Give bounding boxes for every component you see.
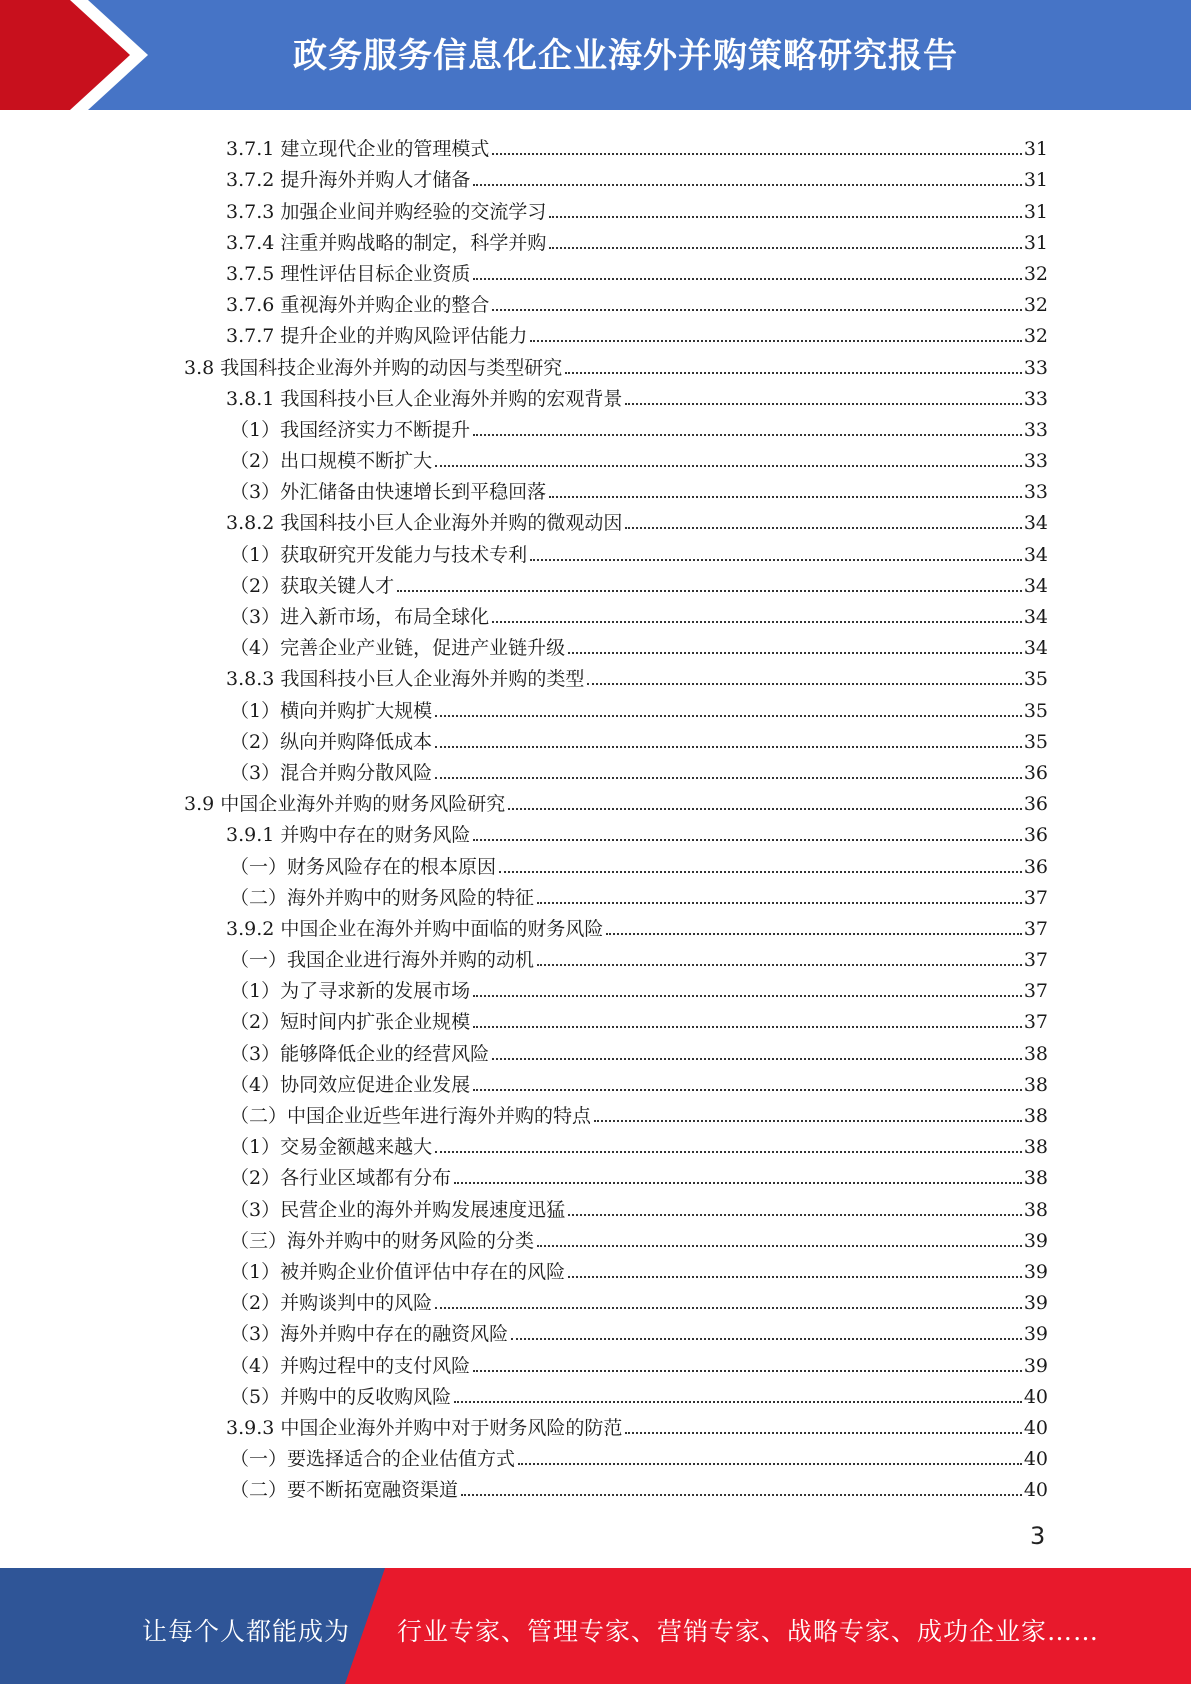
toc-entry-title: （3）外汇储备由快速增长到平稳回落 [230, 481, 547, 504]
toc-entry-title: （1）我国经济实力不断提升 [230, 418, 471, 441]
toc-entry[interactable] [180, 190, 1048, 221]
toc-entry-page: 40 [1023, 1448, 1048, 1471]
toc-entry-page: 39 [1023, 1354, 1048, 1377]
toc-entry-page: 31 [1023, 200, 1048, 223]
toc-dot-leader [549, 247, 1021, 249]
toc-entry[interactable] [180, 939, 1048, 970]
toc-dot-leader [473, 1370, 1022, 1372]
page-number: 3 [1030, 1522, 1046, 1550]
toc-entry-page: 34 [1023, 512, 1048, 535]
toc-entry[interactable] [180, 1001, 1048, 1032]
toc-entry[interactable] [180, 253, 1048, 284]
toc-entry-title: （2）出口规模不断扩大 [230, 450, 433, 473]
toc-entry[interactable] [180, 533, 1048, 564]
toc-dot-leader [492, 621, 1022, 623]
toc-entry-page: 34 [1023, 543, 1048, 566]
toc-entry[interactable] [180, 783, 1048, 814]
document-title: 政务服务信息化企业海外并购策略研究报告 [293, 36, 958, 76]
toc-entry-title: （5）并购中的反收购风险 [230, 1385, 452, 1408]
toc-entry-title: （4）协同效应促进企业发展 [230, 1073, 471, 1096]
toc-entry[interactable] [180, 471, 1048, 502]
toc-entry-title: （4）完善企业产业链，促进产业链升级 [230, 637, 566, 660]
toc-entry[interactable] [180, 908, 1048, 939]
toc-dot-leader [473, 434, 1022, 436]
toc-entry-title: （4）并购过程中的支付风险 [230, 1354, 471, 1377]
page-header [0, 0, 1191, 110]
toc-entry-page: 37 [1023, 886, 1048, 909]
toc-dot-leader [454, 1401, 1022, 1403]
toc-entry-page: 37 [1023, 980, 1048, 1003]
toc-dot-leader [397, 590, 1022, 592]
toc-entry[interactable] [180, 658, 1048, 689]
toc-entry-page: 39 [1023, 1292, 1048, 1315]
toc-entry-page: 34 [1023, 637, 1048, 660]
toc-entry-title: （2）获取关键人才 [230, 574, 395, 597]
toc-dot-leader [473, 184, 1021, 186]
toc-entry-title: （二）海外并购中的财务风险的特征 [230, 886, 535, 909]
toc-entry-page: 39 [1023, 1260, 1048, 1283]
toc-dot-leader [537, 1245, 1022, 1247]
footer-slogan-left: 让每个人都能成为 [142, 1617, 351, 1646]
toc-dot-leader [568, 1214, 1022, 1216]
toc-entry-title: 3.8.3 我国科技小巨人企业海外并购的类型 [226, 668, 585, 691]
toc-entry-title: （1）为了寻求新的发展市场 [230, 980, 471, 1003]
toc-entry-title: （3）海外并购中存在的融资风险 [230, 1323, 509, 1346]
toc-dot-leader [473, 1089, 1022, 1091]
toc-dot-leader [473, 278, 1021, 280]
toc-entry-title: 3.7.5 理性评估目标企业资质 [226, 262, 471, 285]
toc-entry[interactable] [180, 1282, 1048, 1313]
toc-entry-page: 36 [1023, 761, 1048, 784]
toc-entry-title: （2）各行业区域都有分布 [230, 1167, 452, 1190]
toc-entry[interactable] [180, 814, 1048, 845]
toc-entry-title: （二）要不断拓宽融资渠道 [230, 1479, 459, 1502]
toc-entry-page: 37 [1023, 949, 1048, 972]
toc-entry-title: （一）要选择适合的企业估值方式 [230, 1448, 516, 1471]
toc-entry-title: （2）短时间内扩张企业规模 [230, 1011, 471, 1034]
toc-entry[interactable] [180, 315, 1048, 346]
toc-entry-title: 3.8 我国科技企业海外并购的动因与类型研究 [184, 356, 563, 379]
toc-entry-title: 3.7.4 注重并购战略的制定，科学并购 [226, 231, 547, 254]
toc-entry[interactable] [180, 222, 1048, 253]
toc-dot-leader [435, 1307, 1022, 1309]
footer-slogan-right: 行业专家、管理专家、营销专家、战略专家、成功企业家…… [397, 1617, 1100, 1646]
toc-entry-page: 37 [1023, 917, 1048, 940]
toc-dot-leader [568, 652, 1022, 654]
toc-entry-title: 3.8.1 我国科技小巨人企业海外并购的宏观背景 [226, 387, 623, 410]
toc-entry[interactable] [180, 1313, 1048, 1344]
toc-entry[interactable] [180, 1064, 1048, 1095]
toc-entry[interactable] [180, 1376, 1048, 1407]
toc-dot-leader [454, 1182, 1022, 1184]
toc-dot-leader [492, 309, 1021, 311]
toc-entry[interactable] [180, 409, 1048, 440]
toc-entry-page: 38 [1023, 1105, 1048, 1127]
toc-entry[interactable] [180, 378, 1048, 409]
toc-entry[interactable] [180, 440, 1048, 471]
toc-dot-leader [568, 1276, 1022, 1278]
toc-entry-page: 37 [1023, 1011, 1048, 1034]
toc-entry-page: 32 [1023, 325, 1048, 348]
toc-entry-page: 33 [1023, 418, 1048, 441]
toc-entry[interactable] [180, 346, 1048, 377]
toc-dot-leader [499, 871, 1022, 873]
toc-dot-leader [473, 839, 1021, 841]
toc-entry[interactable] [180, 752, 1048, 783]
toc-entry-page: 33 [1023, 387, 1048, 410]
toc-entry-title: （三）海外并购中的财务风险的分类 [230, 1229, 535, 1252]
toc-entry-page: 38 [1023, 1136, 1048, 1159]
toc-dot-leader [435, 777, 1022, 779]
toc-entry-title: 3.8.2 我国科技小巨人企业海外并购的微观动因 [226, 512, 623, 535]
toc-dot-leader [606, 933, 1021, 935]
toc-dot-leader [625, 403, 1021, 405]
toc-entry[interactable] [180, 1032, 1048, 1063]
toc-entry[interactable] [180, 502, 1048, 533]
toc-entry-page: 40 [1023, 1479, 1048, 1502]
toc-entry-page: 34 [1023, 606, 1048, 628]
toc-dot-leader [549, 216, 1021, 218]
toc-dot-leader [435, 715, 1022, 717]
toc-entry-title: （一）财务风险存在的根本原因 [230, 855, 497, 878]
toc-dot-leader [473, 1026, 1022, 1028]
toc-entry-page: 36 [1023, 793, 1048, 816]
toc-entry[interactable] [180, 1157, 1048, 1188]
toc-dot-leader [537, 902, 1022, 904]
toc-entry[interactable] [180, 284, 1048, 315]
toc-entry-page: 40 [1023, 1385, 1048, 1408]
toc-entry-page: 35 [1023, 668, 1048, 691]
toc-entry-page: 35 [1023, 699, 1048, 722]
toc-entry-title: （1）被并购企业价值评估中存在的风险 [230, 1260, 566, 1283]
toc-entry-title: 3.7.3 加强企业间并购经验的交流学习 [226, 200, 547, 223]
toc-entry[interactable] [180, 1126, 1048, 1157]
toc-entry-title: （3）能够降低企业的经营风险 [230, 1042, 490, 1065]
toc-entry-title: 3.7.6 重视海外并购企业的整合 [226, 294, 490, 317]
toc-entry-title: （2）并购谈判中的风险 [230, 1292, 433, 1315]
toc-entry-page: 39 [1023, 1323, 1048, 1346]
toc-entry[interactable] [180, 596, 1048, 627]
toc-entry-page: 35 [1023, 730, 1048, 753]
toc-dot-leader [492, 153, 1021, 155]
toc-entry-title: （3）民营企业的海外并购发展速度迅猛 [230, 1198, 566, 1221]
toc-entry-page: 38 [1023, 1042, 1048, 1065]
toc-entry[interactable] [180, 159, 1048, 190]
toc-entry[interactable] [180, 1438, 1048, 1469]
toc-entry-title: 3.9 中国企业海外并购的财务风险研究 [184, 793, 506, 816]
toc-dot-leader [625, 1432, 1021, 1434]
toc-entry[interactable] [180, 128, 1048, 159]
toc-entry-title: （3）进入新市场，布局全球化 [230, 606, 490, 628]
toc-entry-title: 3.9.2 中国企业在海外并购中面临的财务风险 [226, 917, 604, 940]
toc-entry-page: 32 [1023, 262, 1048, 285]
toc-entry-title: （2）纵向并购降低成本 [230, 730, 433, 753]
toc-entry-page: 40 [1023, 1416, 1048, 1439]
toc-dot-leader [461, 1494, 1022, 1496]
toc-dot-leader [518, 1463, 1022, 1465]
toc-entry-page: 39 [1023, 1229, 1048, 1252]
toc-entry[interactable] [180, 1220, 1048, 1251]
toc-entry-page: 38 [1023, 1073, 1048, 1096]
toc-dot-leader [435, 465, 1022, 467]
toc-entry-page: 31 [1023, 169, 1048, 192]
table-of-contents [180, 128, 1048, 1500]
toc-entry-page: 33 [1023, 481, 1048, 504]
toc-entry[interactable] [180, 970, 1048, 1001]
toc-dot-leader [549, 496, 1022, 498]
toc-dot-leader [587, 683, 1021, 685]
toc-entry-title: 3.7.7 提升企业的并购风险评估能力 [226, 325, 528, 348]
toc-entry[interactable] [180, 1095, 1048, 1126]
toc-dot-leader [530, 340, 1021, 342]
toc-entry-page: 38 [1023, 1198, 1048, 1221]
toc-entry-title: （1）横向并购扩大规模 [230, 699, 433, 722]
toc-entry[interactable] [180, 1344, 1048, 1375]
toc-entry-title: （二）中国企业近些年进行海外并购的特点 [230, 1105, 592, 1127]
toc-dot-leader [594, 1120, 1022, 1122]
toc-entry[interactable] [180, 1469, 1048, 1500]
toc-dot-leader [492, 1058, 1022, 1060]
toc-entry[interactable] [180, 627, 1048, 658]
toc-entry[interactable] [180, 877, 1048, 908]
toc-entry[interactable] [180, 1251, 1048, 1282]
toc-entry-title: （3）混合并购分散风险 [230, 761, 433, 784]
toc-entry[interactable] [180, 845, 1048, 876]
toc-entry[interactable] [180, 689, 1048, 720]
toc-dot-leader [435, 1151, 1022, 1153]
toc-entry[interactable] [180, 565, 1048, 596]
toc-entry-title: 3.7.1 建立现代企业的管理模式 [226, 138, 490, 161]
toc-entry[interactable] [180, 721, 1048, 752]
toc-entry-page: 32 [1023, 294, 1048, 317]
toc-dot-leader [508, 808, 1022, 810]
toc-entry[interactable] [180, 1188, 1048, 1219]
toc-entry-title: 3.9.1 并购中存在的财务风险 [226, 824, 471, 847]
toc-entry-page: 34 [1023, 574, 1048, 597]
toc-dot-leader [537, 964, 1022, 966]
toc-entry-page: 36 [1023, 824, 1048, 847]
toc-entry-page: 38 [1023, 1167, 1048, 1190]
toc-entry-page: 31 [1023, 231, 1048, 254]
toc-entry-page: 31 [1023, 138, 1048, 161]
toc-dot-leader [625, 527, 1021, 529]
toc-dot-leader [511, 1338, 1022, 1340]
toc-entry-title: （一）我国企业进行海外并购的动机 [230, 949, 535, 972]
toc-dot-leader [473, 995, 1022, 997]
toc-entry-title: 3.7.2 提升海外并购人才储备 [226, 169, 471, 192]
toc-dot-leader [565, 372, 1022, 374]
toc-dot-leader [435, 746, 1022, 748]
toc-entry-page: 33 [1023, 356, 1048, 379]
toc-entry[interactable] [180, 1407, 1048, 1438]
toc-dot-leader [530, 559, 1022, 561]
page-footer [0, 1568, 1191, 1684]
toc-entry-title: 3.9.3 中国企业海外并购中对于财务风险的防范 [226, 1416, 623, 1439]
toc-entry-title: （1）获取研究开发能力与技术专利 [230, 543, 528, 566]
toc-entry-page: 33 [1023, 450, 1048, 473]
toc-entry-page: 36 [1023, 855, 1048, 878]
toc-entry-title: （1）交易金额越来越大 [230, 1136, 433, 1159]
